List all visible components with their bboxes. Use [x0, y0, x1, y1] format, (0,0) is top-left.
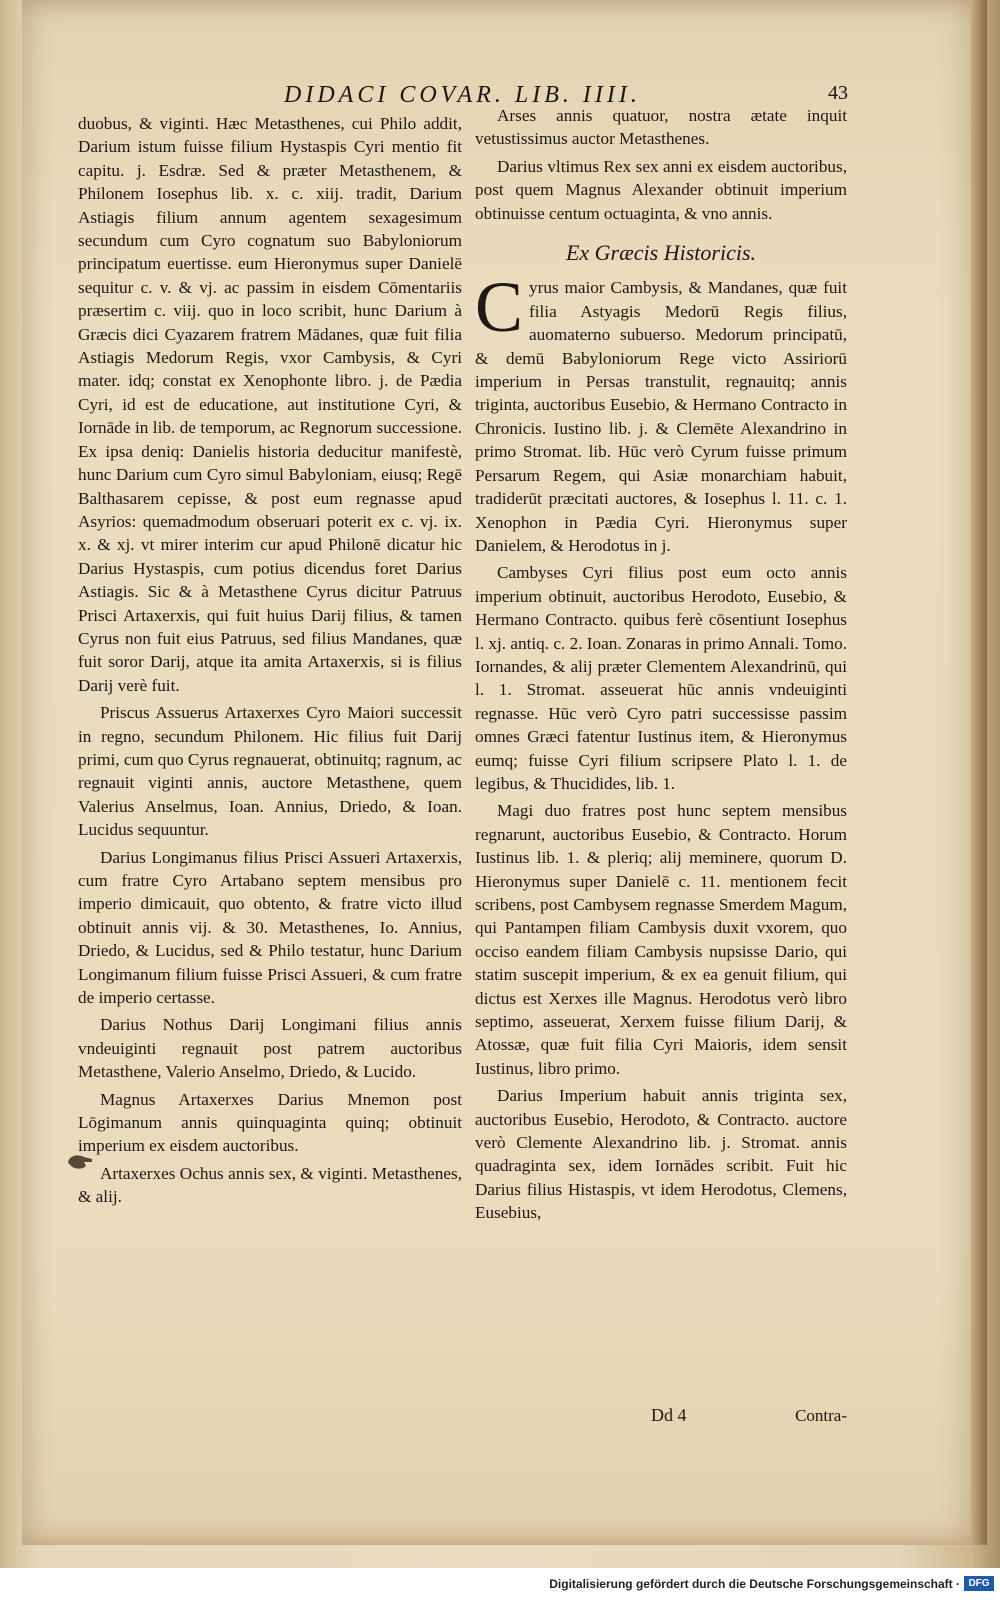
digitization-footer [0, 1568, 1000, 1603]
dfg-logo[interactable]: DFG [964, 1576, 994, 1591]
pointing-hand-icon [66, 1151, 94, 1173]
dropcap-letter: C [475, 267, 524, 348]
paragraph: Arses annis quatuor, nostra ætate inquit vetustissimus auctor Metasthenes. [475, 106, 847, 149]
signature-mark: Dd 4 [651, 1405, 687, 1425]
digitization-notice: Digitalisierung gefördert durch die Deutsche Forschungsgemeinschaft · [549, 1577, 960, 1591]
paragraph: Magi duo fratres post hunc septem mensibus regnarunt, auctoribus Eusebio, & Contracto. Horum Iustinus lib. 1. & pleriq; alij meminere, quorum D. Hieronymus super Danielē c. 11. mentionem fecit scribens, post Cambysem regnasse Smerdem Magum, qui Pantampen filiam Cambysis duxit vxorem, quo occiso eandem filiam Cambysis nupsisse Dario, qui statim suscepit imperium, & ex ea genuit filium, qui dictus est Xerxes ille Magnus. Herodotus verò libro septimo, asseuerat, Xerxem fuisse filium Darij, & Atossæ, quæ fuit filia Cyri Maioris, idem sensit Iustinus, libro primo. [475, 801, 847, 1078]
running-title: DIDACI COVAR. LIB. IIII. [284, 82, 641, 108]
page-number: 43 [828, 82, 848, 104]
paragraph: Darius vltimus Rex sex anni ex eisdem auctoribus, post quem Magnus Alexander obtinuit imperium obtinuisse centum octuaginta, & vno annis. [475, 156, 847, 223]
dropcap-paragraph-text: yrus maior Cambysis, & Mandanes, quæ fuit filia Astyagis Medorū Regis filius, auomaterno subuerso. Medorum principatū, & demū Babyloniorum Rege victo Assiriorū imperium in Persas transtulit, regnauitq; annis triginta, auctoribus Eusebio, & Hermano Contracto in Chronicis. Iustino lib. j. & Clemēte Alexandrino in primo Stromat. lib. Hūc verò Cyrum fuisse primum Persarum Regem, qui Asiæ monarchiam habuit, tradiderūt præcitati auctores, & Iosephus l. 11. c. 1. Xenophon in Pædia Cyri. Hieronymus super Danielem, & Herodotus in j. [475, 278, 847, 555]
book-page [22, 0, 987, 1545]
paragraph: Darius Nothus Darij Longimani filius annis vndeuiginti regnauit post patrem auctoribus Metasthene, Valerio Anselmo, Driedo, & Lucido. [78, 1015, 462, 1082]
paragraph: Priscus Assuerus Artaxerxes Cyro Maiori successit in regno, secundum Philonem. Hic filius fuit Darij primi, cum quo Cyrus regnauerat, obtinuitq; ragnum, ac regnauit viginti annis, auctore Metasthene, quem Valerius Anselmus, Ioan. Annius, Driedo, & Ioan. Lucidus sequuntur. [78, 703, 462, 840]
paragraph: Cambyses Cyri filius post eum octo annis imperium obtinuit, auctoribus Herodoto, Eusebio, & Hermano Contracto. quibus ferè cōsentiunt Iosephus l. xj. antiq. c. 2. Ioan. Zonaras in primo Annali. Tomo. Iornandes, & alij præter Clementem Alexandrinū, qui l. 1. Stromat. asseuerat hūc annis vndeuiginti regnasse. Hūc verò Cyro patri successisse passim omnes Græci fatentur Iustinus item, & Hieronymus eumq; fuisse Cyri filium scripsere Plato l. 1. de legibus, & Thucidides, lib. 1. [475, 563, 847, 793]
paragraph: Magnus Artaxerxes Darius Mnemon post Lōgimanum annis quinquaginta quinq; obtinuit imperium ex eisdem auctoribus. [78, 1089, 462, 1156]
paragraph: Darius Imperium habuit annis triginta sex, auctoribus Eusebio, Herodoto, & Contracto. auctore verò Clemente Alexandrino lib. j. Stromat. annis quadraginta sex, idem Iornādes scribit. Fuit hic Darius filius Histaspis, vt idem Herodotus, Clemens, Eusebius, [475, 1086, 847, 1223]
dropcap-paragraph [475, 267, 847, 557]
page-footer-line [475, 1404, 847, 1428]
page-edge-shadow [971, 0, 987, 1545]
right-column [475, 104, 847, 1425]
paragraph: duobus, & viginti. Hæc Metasthenes, cui Philo addit, Darium istum fuisse filium Hystaspis Cyri mentio fit capitu. j. Esdræ. Sed & præter Metasthenem, & Philonem Iosephus lib. x. c. xiij. tradit, Darium Astiagis filium annum agentem sexagesimum secundum cum Cyro cognatum suo Babyloniorum principatum euertisse. eum Hieronymus super Danielē sequitur c. v. & vj. ac passim in eisdem Cōmentariis præsertim c. viij. quo in loco scribit, hunc Darium à Græcis dici Cyazarem fratrem Mādanes, quæ fuit filia Astiagis Medorum Regis, vxor Cambysis, & Cyri mater. idq; constat ex Xenophonte libro. j. de Pædia Cyri, id est de educatione, aut institutione Cyri, & Iornāde in lib. de temporum, ac Regnorum successione. Ex ipsa deniq: Danielis historia deducitur manifestè, hunc Darium cum Cyro simul Babyloniam, eiusq; Regē Balthasarem cepisse, & post eum regnasse apud Asyrios: quemadmodum obseruari poterit ex c. vj. ix. x. & xj. vt mirer interim cur apud Philonē dicatur hic Darius Hystaspis, cum potius dicendus foret Darius Astiagis. Sic & à Metasthene Cyrus dicitur Patruus Prisci Artaxerxis, qui fuit huius Darij filius, & tamen Cyrus non fuit eius Patruus, sed filius Mandanes, quæ fuit soror Darij, atque ita amita Artaxerxis, si is filius Darij verè fuit. [78, 114, 462, 695]
section-heading: Ex Græcis Historicis. [565, 240, 757, 266]
paragraph: Artaxerxes Ochus annis sex, & viginti. Metasthenes, & alij. [78, 1163, 462, 1207]
paragraph: Darius Longimanus filius Prisci Assueri Artaxerxis, cum fratre Cyro Artabano septem mensibus pro imperio dimicauit, quo obtento, & fratre victo illud obtinuit annis vij. & 30. Metasthenes, Io. Annius, Driedo, & Lucidus, sed & Philo testatur, hunc Darium Longimanum filium fuisse Prisci Assueri, & cum fratre de imperio certasse. [78, 847, 462, 1008]
left-column [78, 112, 462, 1213]
catchword: Contra- [795, 1406, 847, 1425]
